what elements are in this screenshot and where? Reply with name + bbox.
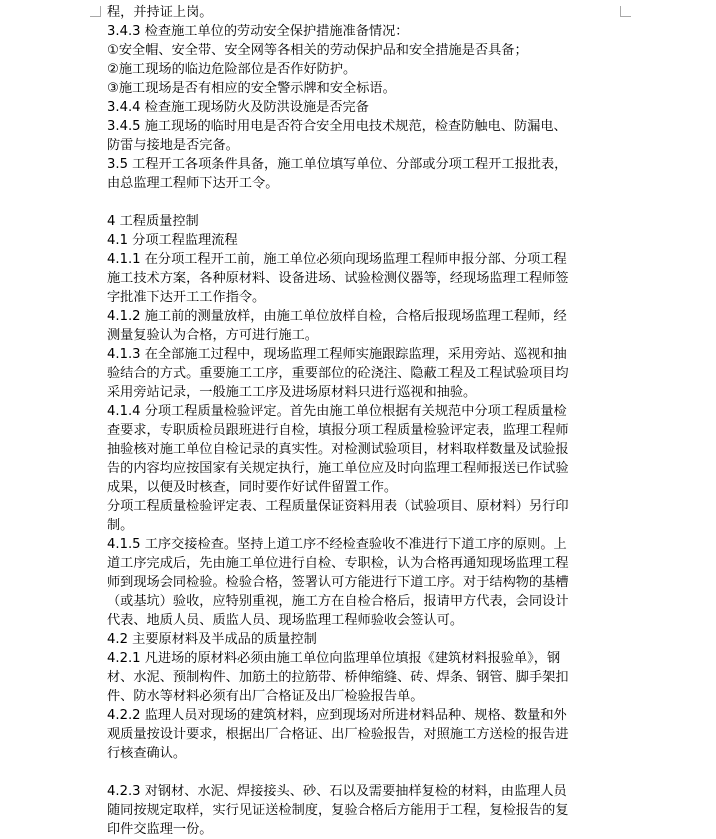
text-line: 4 工程质量控制 bbox=[107, 214, 199, 229]
text-line: 4.1.2 施工前的测量放样，由施工单位放样自检，合格后报现场监理工程师，经 bbox=[107, 309, 567, 324]
text-line: ②施工现场的临边危险部位是否作好防护。 bbox=[107, 62, 357, 77]
blank-line bbox=[107, 763, 612, 782]
text-line: 分项工程质量检验评定表、工程质量保证资料用表（试验项目、原材料）另行印 bbox=[107, 499, 569, 514]
text-line: ③施工现场是否有相应的安全警示牌和安全标语。 bbox=[107, 81, 396, 96]
text-line: 字批准下达开工工作指令。 bbox=[107, 290, 266, 305]
blank-line bbox=[107, 193, 612, 212]
text-line: 随同按规定取样，实行见证送检制度，复验合格后方能用于工程，复检报告的复 bbox=[107, 803, 569, 818]
text-line: 3.5 工程开工各项条件具备，施工单位填写单位、分部或分项工程开工报批表， bbox=[107, 157, 568, 172]
text-line: 测量复验认为合格，方可进行施工。 bbox=[107, 328, 318, 343]
document-body bbox=[107, 3, 612, 839]
text-line: 4.1.5 工序交接检查。坚持上道工序不经检查验收不准进行下道工序的原则。上 bbox=[107, 537, 567, 552]
text-line: 程，并持证上岗。 bbox=[107, 5, 213, 20]
text-line: 4.2 主要原材料及半成品的质量控制 bbox=[107, 632, 317, 647]
text-line: 印件交监理一份。 bbox=[107, 822, 213, 837]
text-line: 施工技术方案，各种原材料、设备进场、试验检测仪器等，经现场监理工程师签 bbox=[107, 271, 569, 286]
page-corner-mark-right bbox=[620, 6, 631, 17]
text-line: 3.4.4 检查施工现场防火及防洪设施是否完备 bbox=[107, 100, 369, 115]
text-line: 验结合的方式。重要施工工序，重要部位的砼浇注、隐蔽工程及工程试验项目均 bbox=[107, 366, 569, 381]
text-line: 采用旁站记录，一般施工工序及进场原材料只进行巡视和抽验。 bbox=[107, 385, 477, 400]
text-line: 师到现场会同检验。检验合格，签署认可方能进行下道工序。对于结构物的基槽 bbox=[107, 575, 569, 590]
text-line: 防雷与接地是否完备。 bbox=[107, 138, 239, 153]
text-line: （或基坑）验收，应特别重视，施工方在自检合格后，报请甲方代表，会同设计 bbox=[107, 594, 569, 609]
text-line: 由总监理工程师下达开工令。 bbox=[107, 176, 279, 191]
text-line: 4.1.1 在分项工程开工前，施工单位必须向现场监理工程师申报分部、分项工程 bbox=[107, 252, 567, 267]
text-line: 观质量按设计要求，根据出厂合格证、出厂检验报告，对照施工方送检的报告进 bbox=[107, 727, 569, 742]
text-line: 4.1.3 在全部施工过程中，现场监理工程师实施跟踪监理，采用旁站、巡视和抽 bbox=[107, 347, 567, 362]
text-line: 道工序完成后，先由施工单位进行自检、专职检，认为合格再通知现场监理工程 bbox=[107, 556, 569, 571]
text-line: 行核查确认。 bbox=[107, 746, 187, 761]
text-line: 查要求，专职质检员跟班进行自检，填报分项工程质量检验评定表，监理工程师 bbox=[107, 423, 569, 438]
text-line: 4.2.3 对钢材、水泥、焊接接头、砂、石以及需要抽样复检的材料，由监理人员 bbox=[107, 784, 567, 799]
text-line: 代表、地质人员、质监人员、现场监理工程师验收会签认可。 bbox=[107, 613, 464, 628]
text-line: 成果，以便及时核查，同时要作好试件留置工作。 bbox=[107, 480, 398, 495]
text-line: 4.1 分项工程监理流程 bbox=[107, 233, 238, 248]
page-corner-mark-left bbox=[90, 6, 101, 17]
text-line: 3.4.5 施工现场的临时用电是否符合安全用电技术规范，检查防触电、防漏电、 bbox=[107, 119, 567, 134]
text-line: 告的内容均应按国家有关规定执行，施工单位应及时向监理工程师报送已作试验 bbox=[107, 461, 569, 476]
text-line: 4.2.1 凡进场的原材料必须由施工单位向监理单位填报《建筑材料报验单》，钢 bbox=[107, 651, 561, 666]
text-line: 制。 bbox=[107, 518, 134, 533]
text-line: 件、防水等材料必须有出厂合格证及出厂检验报告单。 bbox=[107, 689, 424, 704]
text-line: ①安全帽、安全带、安全网等各相关的劳动保护品和安全措施是否具备； bbox=[107, 43, 528, 58]
text-line: 4.2.2 监理人员对现场的建筑材料，应到现场对所进材料品种、规格、数量和外 bbox=[107, 708, 567, 723]
text-line: 材、水泥、预制构件、加筋土的拉筋带、桥伸缩缝、砖、焊条、钢管、脚手架扣 bbox=[107, 670, 569, 685]
text-line: 4.1.4 分项工程质量检验评定。首先由施工单位根据有关规范中分项工程质量检 bbox=[107, 404, 567, 419]
text-line: 3.4.3 检查施工单位的劳动安全保护措施准备情况： bbox=[107, 24, 409, 39]
text-line: 抽验核对施工单位自检记录的真实性。对检测试验项目，材料取样数量及试验报 bbox=[107, 442, 569, 457]
